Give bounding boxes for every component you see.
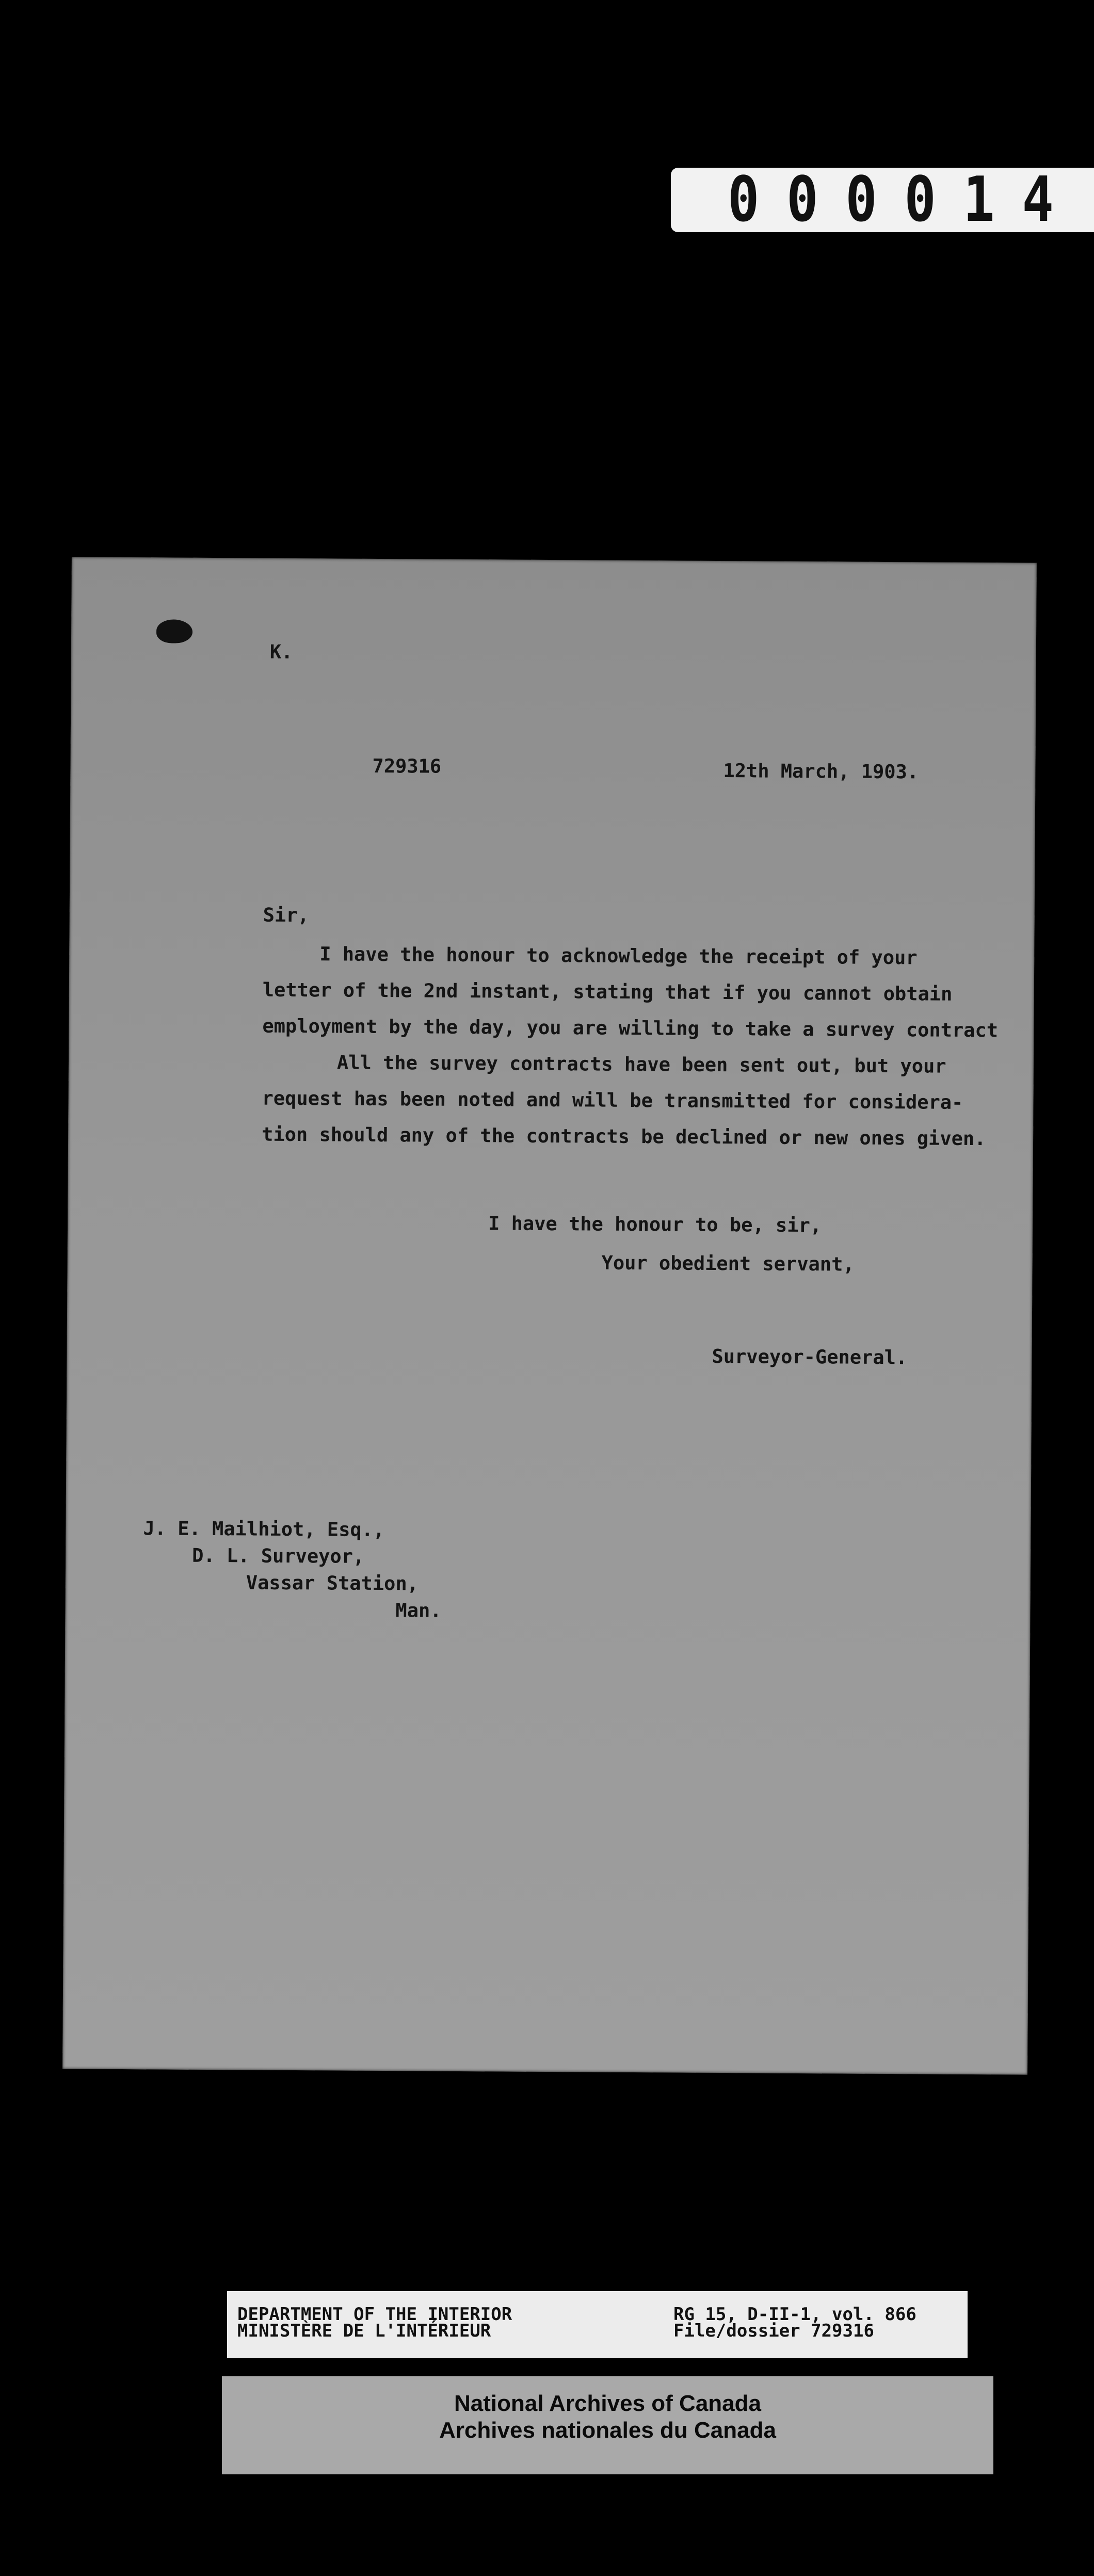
paragraph-line: I have the honour to acknowledge the receipt of your — [319, 943, 918, 969]
address-line: Vassar Station, — [246, 1571, 419, 1595]
paragraph-line: letter of the 2nd instant, stating that if you cannot obtain — [262, 978, 953, 1005]
address-line: D. L. Surveyor, — [192, 1544, 365, 1568]
archive-name-fr: Archives nationales du Canada — [439, 2418, 776, 2443]
department-fr: MINISTÈRE DE L'INTÉRIEUR — [237, 2321, 491, 2341]
department-en: DEPARTMENT OF THE INTERIOR — [237, 2304, 512, 2325]
closing-line: Your obedient servant, — [601, 1251, 855, 1276]
reference-label — [227, 2291, 968, 2358]
address-line: Man. — [395, 1599, 442, 1622]
paragraph-line: employment by the day, you are willing to take a survey contract — [262, 1015, 999, 1042]
archive-name-en: National Archives of Canada — [454, 2391, 761, 2416]
paragraph-line: request has been noted and will be transmitted for considera- — [262, 1087, 963, 1114]
paragraph-line: tion should any of the contracts be declined or new ones given. — [262, 1123, 986, 1150]
reference-number: RG 15, D-II-1, vol. 866 — [673, 2304, 916, 2325]
address-line: J. E. Mailhiot, Esq., — [143, 1517, 385, 1541]
file-reference: File/dossier 729316 — [673, 2321, 874, 2341]
letter-page — [62, 557, 1037, 2074]
letter-date: 12th March, 1903. — [723, 760, 919, 783]
punch-hole — [156, 619, 192, 643]
frame-counter — [671, 168, 1094, 232]
file-number: 729316 — [372, 754, 442, 778]
salutation: Sir, — [263, 904, 309, 927]
signature: Surveyor-General. — [712, 1345, 908, 1369]
archive-label — [222, 2376, 993, 2474]
letter-initial: K. — [269, 640, 293, 663]
closing-line: I have the honour to be, sir, — [488, 1212, 822, 1237]
frame-number: 000014 — [728, 168, 1081, 232]
paragraph-line: All the survey contracts have been sent out, but your — [336, 1051, 946, 1077]
